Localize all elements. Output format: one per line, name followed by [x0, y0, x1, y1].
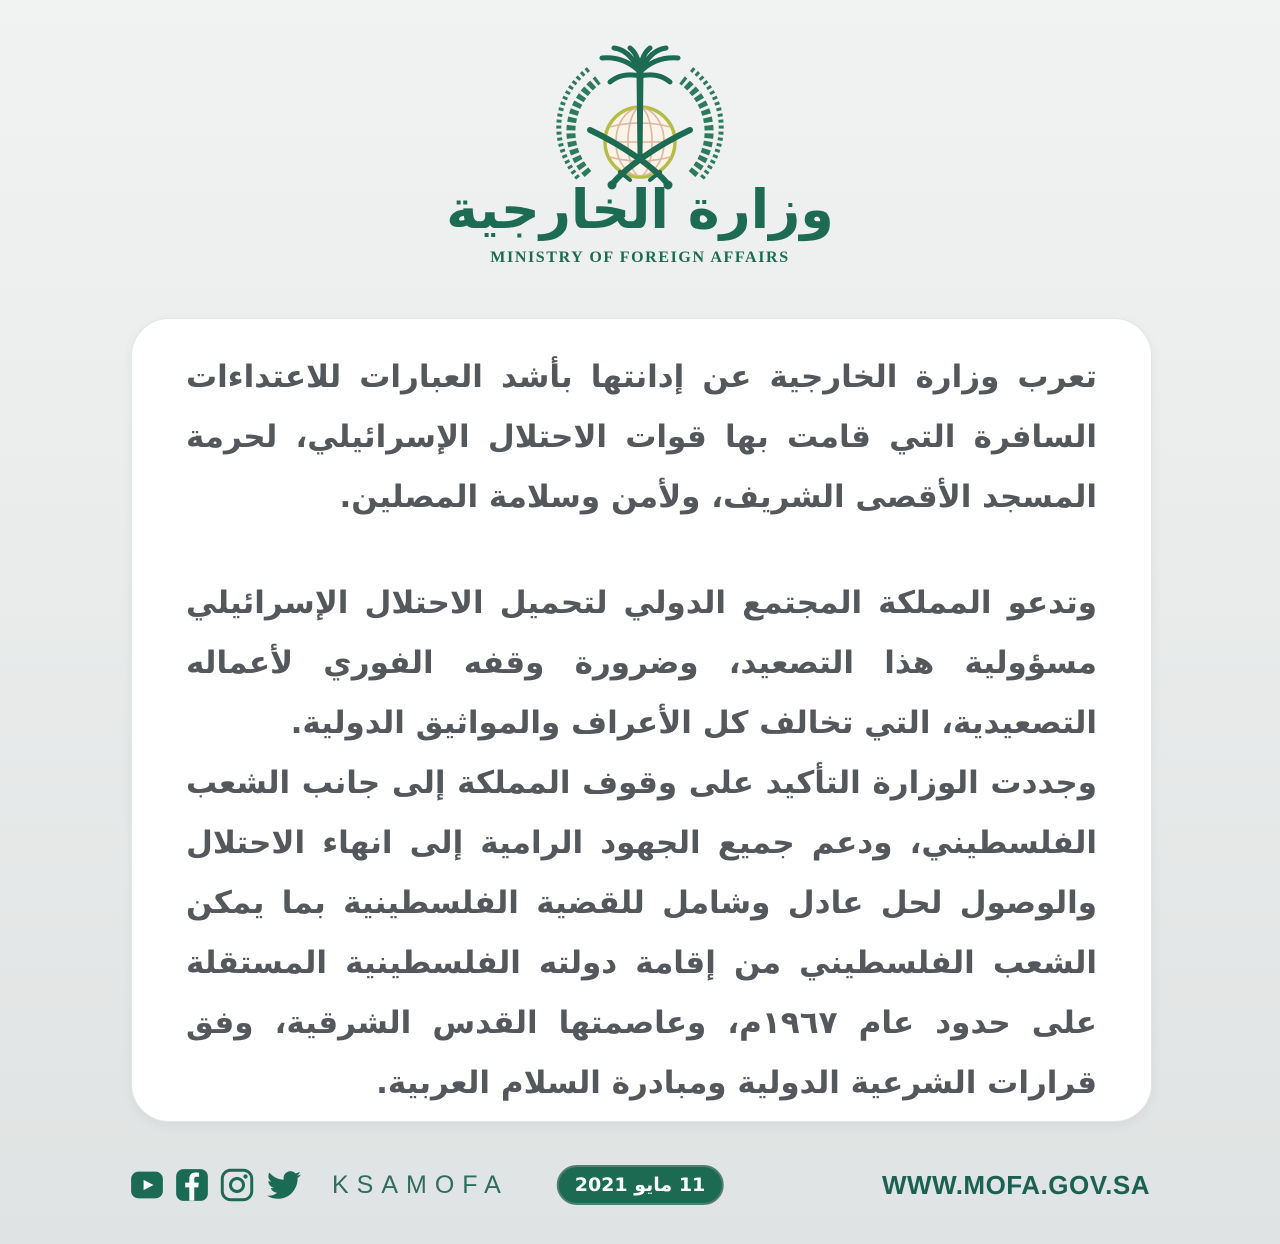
- statement-paragraph-1: تعرب وزارة الخارجية عن إدانتها بأشد العبارات للاعتداءات السافرة التي قامت بها قوات الاحتلال الإسرائيلي، لحرمة المسجد الأقصى الشريف، ولأمن وسلامة المصلين.: [186, 359, 1097, 515]
- wreath-right: [682, 68, 721, 178]
- saudi-mofa-emblem-icon: [540, 44, 740, 198]
- statement-paragraph-2: وتدعو المملكة المجتمع الدولي لتحميل الاحتلال الإسرائيلي مسؤولية هذا التصعيد، وضرورة وقفه الفوري لأعماله التصعيدية، التي تخالف كل الأعراف والمواثيق الدولية.: [186, 585, 1097, 741]
- twitter-icon: [265, 1168, 303, 1202]
- statement-paragraph-3: وجددت الوزارة التأكيد على وقوف المملكة إلى جانب الشعب الفلسطيني، ودعم جميع الجهود الرامية إلى انهاء الاحتلال والوصول لحل عادل وشامل للقضية الفلسطينية بما يمكن الشعب الفلسطيني من إقامة دولته الفلسطينية المستقلة على حدود عام ١٩٦٧م، وعاصمتها القدس الشرقية، وفق قرارات الشرعية الدولية ومبادرة السلام العربية.: [186, 765, 1097, 1101]
- facebook-icon: [175, 1168, 209, 1202]
- wreath-left: [559, 68, 598, 178]
- date-badge: 11 مايو 2021: [557, 1165, 724, 1205]
- ministry-name-english: MINISTRY OF FOREIGN AFFAIRS: [490, 249, 790, 266]
- ministry-name-arabic: وزارة الخارجية: [446, 178, 834, 241]
- youtube-icon: [130, 1168, 164, 1202]
- footer-bar: [130, 1162, 1150, 1208]
- social-icons-group: [130, 1168, 509, 1202]
- website-url: WWW.MOFA.GOV.SA: [882, 1169, 1150, 1200]
- instagram-icon: [220, 1168, 254, 1202]
- statement-card: [131, 318, 1152, 1122]
- social-handle: KSAMOFA: [332, 1170, 509, 1199]
